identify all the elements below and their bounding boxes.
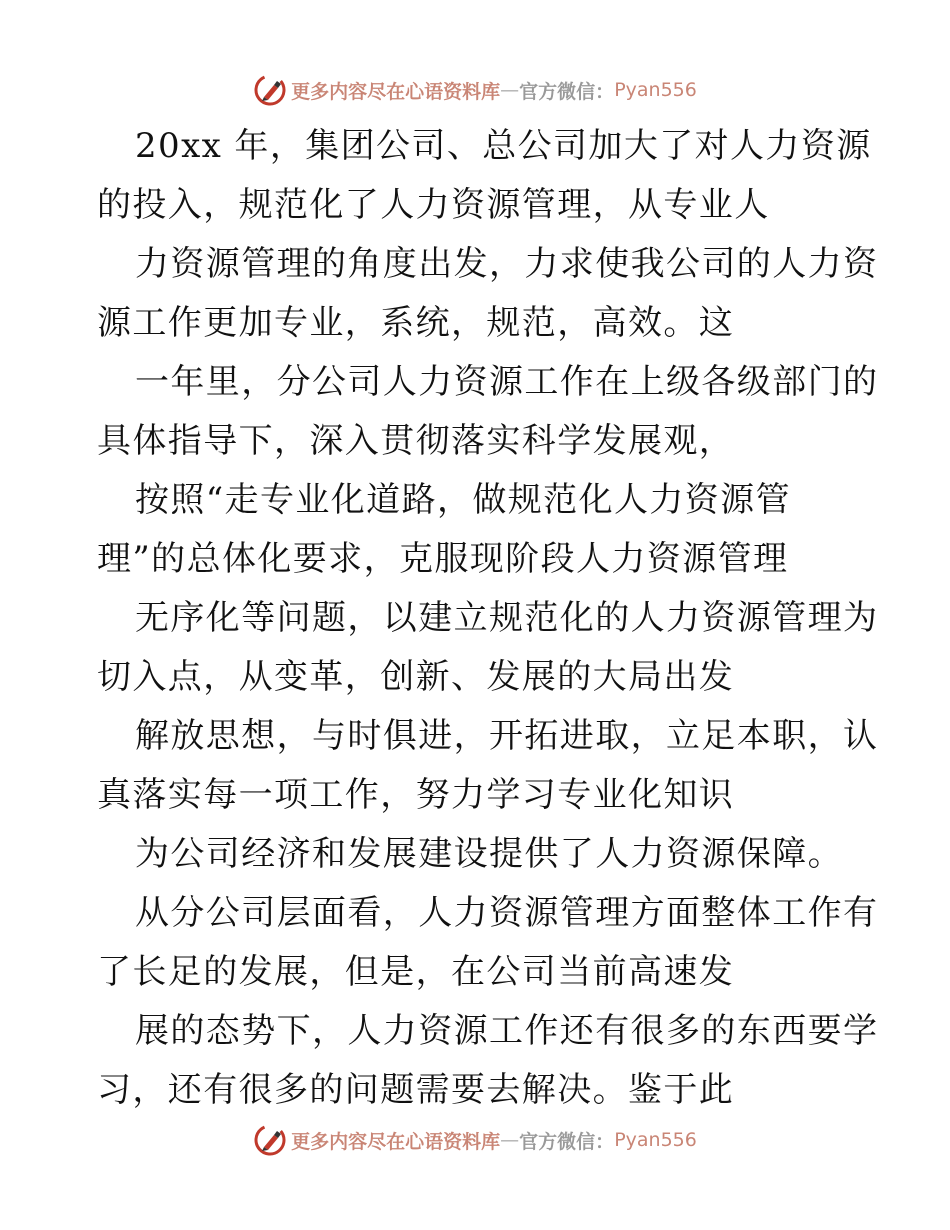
body-line-15: 了长足的发展，但是，在公司当前高速发 [97,952,735,992]
body-line-9: 无序化等问题，以建立规范化的人力资源管理为 [135,598,879,638]
pen-logo-icon [253,1123,287,1157]
body-line-1: 20xx 年，集团公司、总公司加大了对人力资源 [135,126,872,166]
document-body [97,117,879,1120]
body-line-6: 具体指导下，深入贯彻落实科学发展观， [97,421,735,461]
watermark-account: Pyan556 [614,79,697,101]
watermark-separator: — [500,79,520,101]
pen-logo-icon [253,73,287,107]
watermark-wechat-label: 官方微信： [519,80,615,103]
header-watermark-banner [0,70,950,110]
body-line-17: 习，还有很多的问题需要去解决。鉴于此 [97,1070,735,1110]
body-line-3: 力资源管理的角度出发，力求使我公司的人力资 [135,244,879,284]
body-line-14: 从分公司层面看，人力资源管理方面整体工作有 [135,893,879,933]
watermark-brand-text: 更多内容尽在心语资料库 [291,1130,501,1153]
watermark-account: Pyan556 [614,1129,697,1151]
body-line-13: 为公司经济和发展建设提供了人力资源保障。 [135,834,843,874]
body-line-12: 真落实每一项工作，努力学习专业化知识 [97,775,735,815]
body-line-16: 展的态势下，人力资源工作还有很多的东西要学 [135,1011,879,1051]
watermark-wechat-label: 官方微信： [519,1130,615,1153]
body-line-4: 源工作更加专业，系统，规范，高效。这 [97,303,735,343]
watermark-separator: — [500,1129,520,1151]
body-line-2: 的投入，规范化了人力资源管理，从专业人 [97,185,770,225]
watermark-brand-text: 更多内容尽在心语资料库 [291,80,501,103]
footer-watermark-banner [0,1120,950,1160]
body-line-7: 按照“走专业化道路，做规范化人力资源管 [135,480,791,520]
body-line-10: 切入点，从变革，创新、发展的大局出发 [97,657,735,697]
body-line-11: 解放思想，与时俱进，开拓进取，立足本职，认 [135,716,879,756]
body-line-5: 一年里，分公司人力资源工作在上级各级部门的 [135,362,879,402]
body-line-8: 理”的总体化要求，克服现阶段人力资源管理 [97,539,789,579]
